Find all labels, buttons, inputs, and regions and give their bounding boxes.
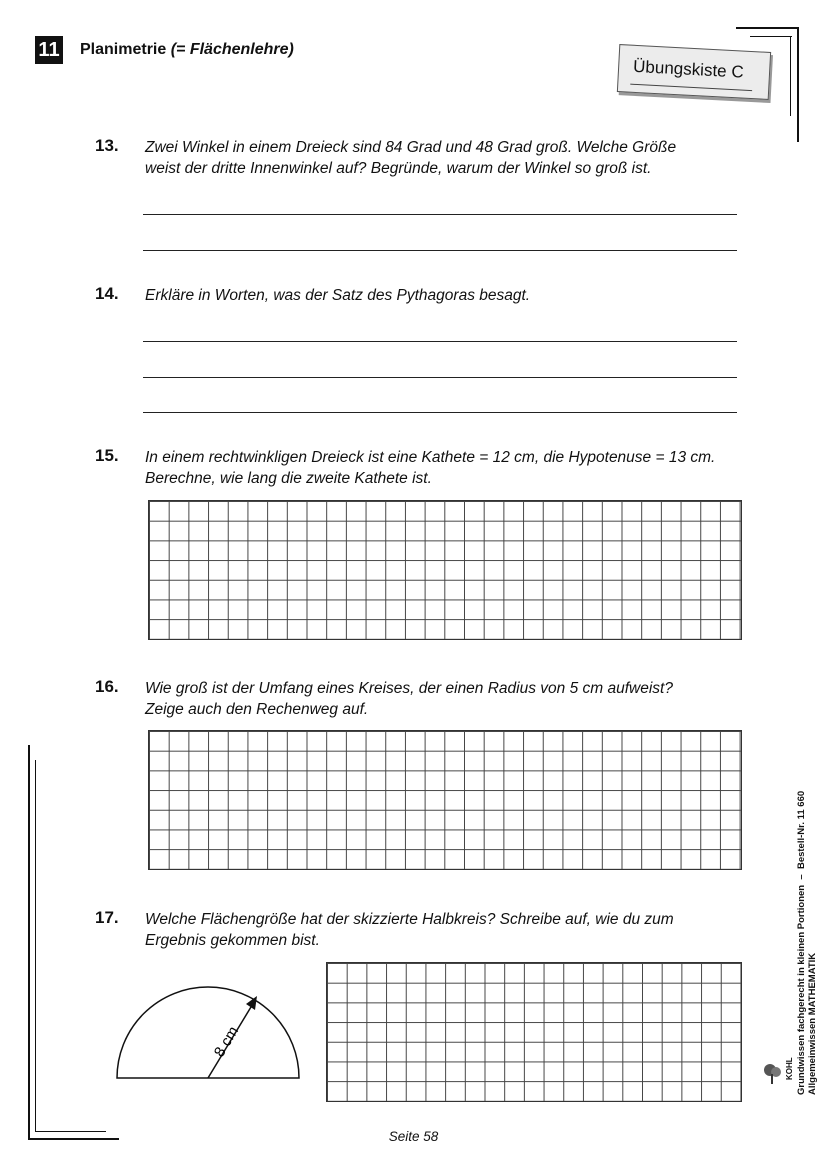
- publisher-side-text: [796, 695, 818, 1095]
- answer-line[interactable]: [143, 250, 737, 251]
- page-number: Seite 58: [388, 1129, 439, 1144]
- exercise-stamp: [617, 44, 771, 100]
- stamp-underline: [630, 84, 752, 91]
- answer-line[interactable]: [143, 214, 737, 215]
- side-line-subtitle: Grundwissen fachgerecht in kleinen Portionen: [796, 884, 807, 1095]
- question-line: In einem rechtwinkligen Dreieck ist eine Kathete = 12 cm, die Hypotenuse = 13 cm.: [145, 449, 716, 466]
- question-text: [145, 909, 785, 951]
- radius-label: 8 cm: [210, 1023, 243, 1061]
- stamp-label: Übungskiste C: [632, 56, 745, 82]
- side-dash: –: [796, 874, 807, 880]
- question-line: Erkläre in Worten, was der Satz des Pythagoras besagt.: [145, 287, 531, 304]
- frame-top-right-outer: [736, 27, 799, 29]
- answer-line[interactable]: [143, 377, 737, 378]
- question-line: Zwei Winkel in einem Dreieck sind 84 Grad und 48 Grad groß. Welche Größe: [145, 139, 677, 156]
- side-line-order: [796, 695, 807, 1095]
- frame-right-inner: [790, 36, 791, 116]
- publisher-name: KOHL: [785, 1057, 794, 1080]
- chapter-title-italic: (= Flächenlehre): [170, 41, 294, 58]
- chapter-title: [80, 41, 294, 59]
- publisher-logo: [762, 1062, 784, 1086]
- question-text: [145, 678, 785, 720]
- question-line: Zeige auch den Rechenweg auf.: [145, 701, 369, 718]
- question-text: [145, 285, 785, 306]
- question-number: 14.: [95, 284, 119, 303]
- semicircle-figure: [110, 980, 310, 1085]
- question-number: 17.: [95, 908, 119, 927]
- calculation-grid[interactable]: [148, 500, 742, 640]
- side-order-number: Bestell-Nr. 11 660: [796, 790, 807, 870]
- frame-left-outer: [28, 745, 30, 1140]
- question-line: Welche Flächengröße hat der skizzierte Halbkreis? Schreibe auf, wie du zum: [145, 911, 674, 928]
- chapter-number: 11: [35, 36, 63, 64]
- semicircle-outline: [117, 987, 299, 1078]
- calculation-grid[interactable]: [326, 962, 742, 1102]
- question-text: [145, 137, 785, 179]
- question-text: [145, 447, 795, 489]
- question-number: 13.: [95, 136, 119, 155]
- question-line: Berechne, wie lang die zweite Kathete ist.: [145, 470, 432, 487]
- frame-left-inner: [35, 760, 36, 1132]
- calculation-grid[interactable]: [148, 730, 742, 870]
- question-number: 16.: [95, 677, 119, 696]
- frame-top-right-inner: [750, 36, 792, 37]
- frame-right-outer: [797, 27, 799, 142]
- chapter-title-main: Planimetrie: [80, 41, 167, 58]
- question-line: Ergebnis gekommen bist.: [145, 932, 320, 949]
- tree-logo-icon: [762, 1062, 784, 1086]
- question-number: 15.: [95, 446, 119, 465]
- question-line: weist der dritte Innenwinkel auf? Begründe, warum der Winkel so groß ist.: [145, 160, 652, 177]
- answer-line[interactable]: [143, 341, 737, 342]
- side-line-title: Allgemeinwissen MATHEMATIK: [807, 952, 818, 1095]
- answer-line[interactable]: [143, 412, 737, 413]
- question-line: Wie groß ist der Umfang eines Kreises, der einen Radius von 5 cm aufweist?: [145, 680, 673, 697]
